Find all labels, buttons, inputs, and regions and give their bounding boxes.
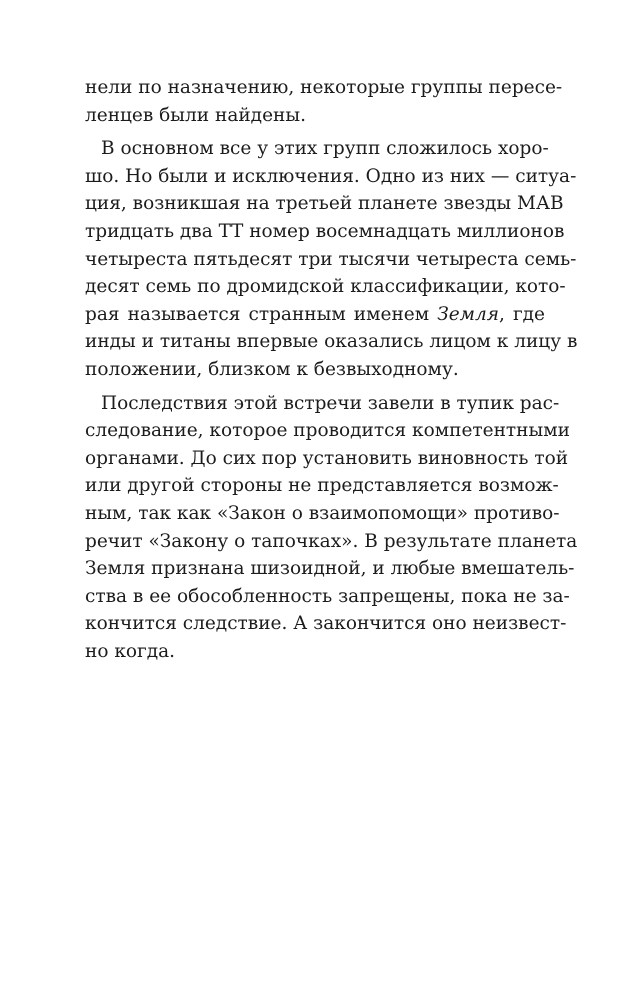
text-line: шо. Но были и исключения. Одно из них — ситуа- [85,165,577,187]
text-line: ным, так как «Закон о взаимопомощи» противо- [85,502,560,524]
text-line: следование, которое проводится компетентными [85,420,570,442]
text-line: Земля признана шизоидной, и любые вмешатель- [85,558,575,580]
text-line: Последствия этой встречи завели в тупик рас- [101,392,560,414]
text-line: ленцев были найдены. [85,104,306,126]
text-line-with-emphasis [85,301,545,329]
text-line: или другой стороны не представляется возмож- [85,475,559,497]
text-line: В основном все у этих групп сложилось хоро- [101,138,549,160]
text-line: тридцать два ТТ номер восемнадцать миллионов [85,220,565,242]
text-line: четыреста пятьдесят три тысячи четыреста семь- [85,248,577,270]
emphasized-word: Земля [437,303,500,325]
paragraph-2 [85,135,578,383]
text-line: речит «Закону о тапочках». В результате планета [85,530,578,552]
paragraph-3 [85,390,578,666]
text-line: десят семь по дромидской классификации, кото- [85,276,566,298]
text-line: но когда. [85,640,176,662]
text-segment: , где [499,303,545,325]
text-line: кончится следствие. А закончится оно неизвест- [85,613,567,635]
text-line: положении, близком к безвыходному. [85,358,459,380]
text-body [85,74,578,665]
text-segment: рая называется странным именем [85,303,430,325]
text-line: ция, возникшая на третьей планете звезды МАВ [85,193,564,215]
text-line: нели по назначению, некоторые группы пересе- [85,77,563,98]
text-line: ства в ее обособленность запрещены, пока не за- [85,585,570,607]
paragraph-1 [85,74,563,129]
text-line: инды и титаны впервые оказались лицом к лицу в [85,331,578,353]
text-line: органами. До сих пор установить виновность той [85,447,569,469]
